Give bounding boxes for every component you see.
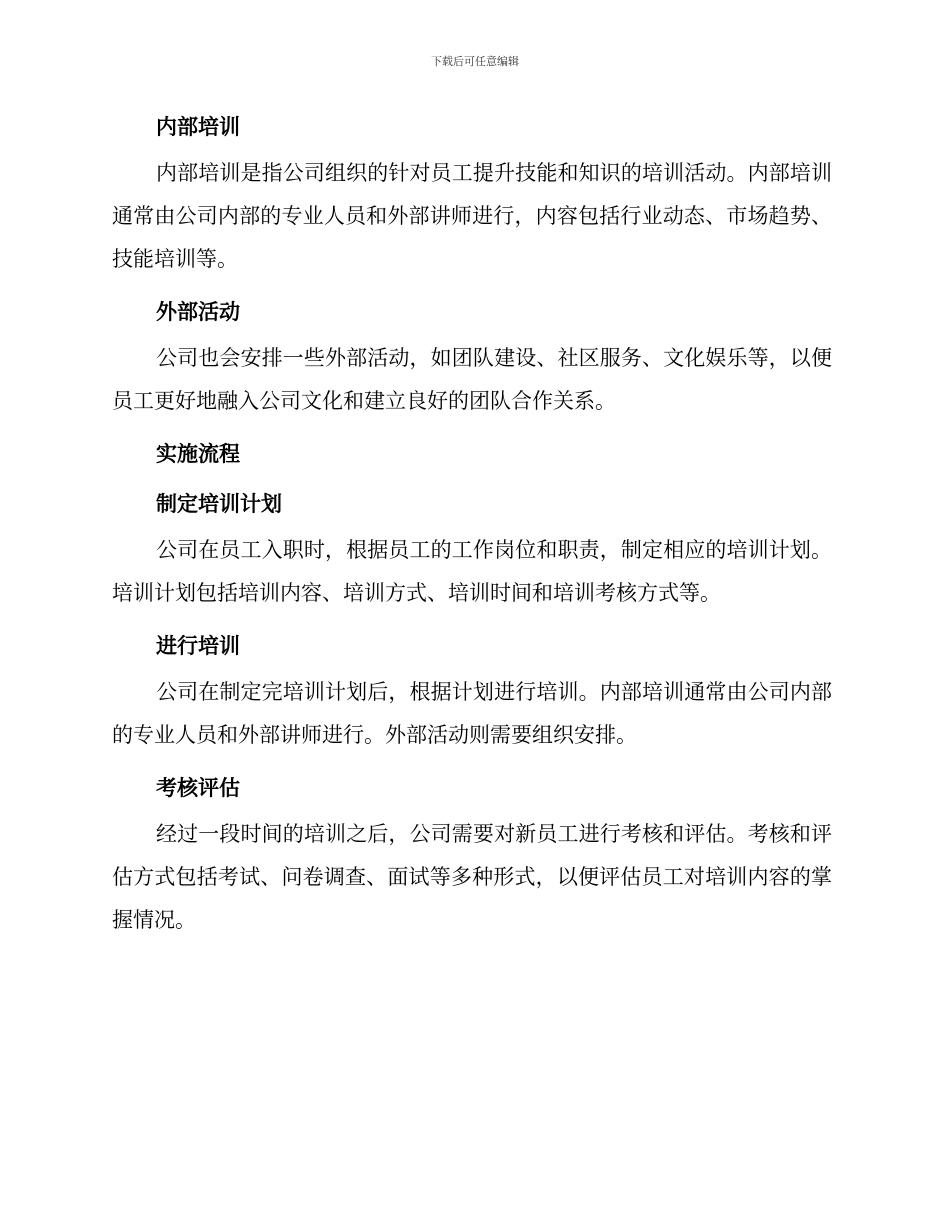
section-heading-training-plan: 制定培训计划 — [156, 492, 282, 516]
section-heading-internal-training: 内部培训 — [156, 115, 240, 139]
header-note: 下载后可任意编辑 — [431, 55, 519, 68]
paragraph-external-activities: 公司也会安排一些外部活动，如团队建设、社区服务、文化娱乐等，以便员工更好地融入公司文化和建立良好的团队合作关系。 — [112, 346, 832, 413]
paragraph-assessment: 经过一段时间的培训之后，公司需要对新员工进行考核和评估。考核和评估方式包括考试、问卷调查、面试等多种形式，以便评估员工对培训内容的掌握情况。 — [112, 822, 832, 932]
section-heading-implementation-process: 实施流程 — [156, 442, 240, 466]
paragraph-training-plan: 公司在员工入职时，根据员工的工作岗位和职责，制定相应的培训计划。培训计划包括培训内容、培训方式、培训时间和培训考核方式等。 — [112, 538, 832, 605]
paragraph-internal-training: 内部培训是指公司组织的针对员工提升技能和知识的培训活动。内部培训通常由公司内部的专业人员和外部讲师进行，内容包括行业动态、市场趋势、技能培训等。 — [112, 161, 832, 271]
document-body — [112, 108, 832, 942]
paragraph-conduct-training: 公司在制定完培训计划后，根据计划进行培训。内部培训通常由公司内部的专业人员和外部讲师进行。外部活动则需要组织安排。 — [112, 680, 832, 747]
section-heading-assessment: 考核评估 — [156, 776, 240, 800]
section-heading-external-activities: 外部活动 — [156, 300, 240, 324]
section-heading-conduct-training: 进行培训 — [156, 634, 240, 658]
